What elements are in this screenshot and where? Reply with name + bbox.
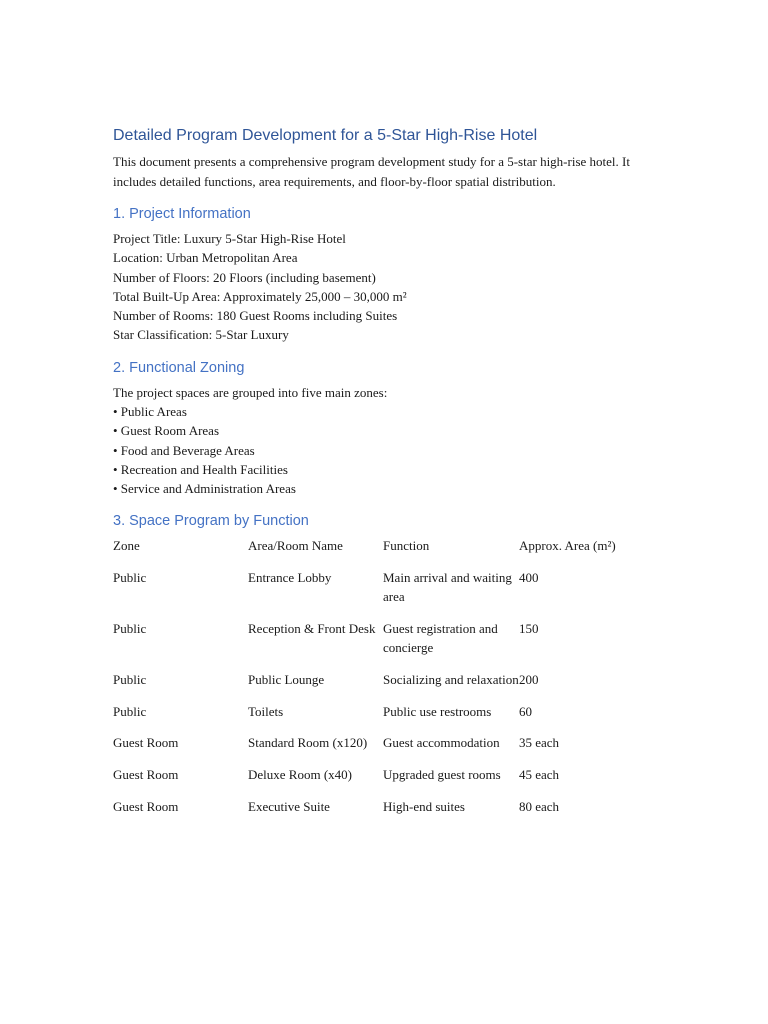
cell-area: 150 <box>519 620 539 636</box>
cell-function: Main arrival and waiting area <box>383 569 512 605</box>
section-heading-functional-zoning: 2. Functional Zoning <box>113 359 245 376</box>
cell-area: 35 each <box>519 735 560 751</box>
zone-bullet-guest-room: • Guest Room Areas <box>113 423 220 439</box>
header-approx-area: Approx. Area (m²) <box>519 537 616 553</box>
cell-room-name: Toilets <box>248 703 284 719</box>
space-program-table <box>113 536 653 829</box>
cell-zone: Public <box>113 671 147 687</box>
cell-zone: Guest Room <box>113 735 179 751</box>
table-row <box>113 670 653 702</box>
zones-lead-text: The project spaces are grouped into five main zones: <box>113 384 388 400</box>
built-up-area-line: Total Built-Up Area: Approximately 25,000 – 30,000 m² <box>113 288 407 304</box>
table-row <box>113 702 653 734</box>
table-header-row <box>113 536 653 568</box>
zone-bullet-service: • Service and Administration Areas <box>113 481 296 497</box>
project-information-list <box>113 229 673 345</box>
document-content <box>113 126 673 828</box>
table-row <box>113 619 653 670</box>
zone-bullet-public: • Public Areas <box>113 404 187 420</box>
cell-zone: Public <box>113 569 147 585</box>
table-row <box>113 765 653 797</box>
section-heading-space-program: 3. Space Program by Function <box>113 512 309 529</box>
cell-function: Guest accommodation <box>383 735 500 751</box>
cell-area: 60 <box>519 703 532 719</box>
section-heading-project-information: 1. Project Information <box>113 206 251 222</box>
header-function: Function <box>383 537 430 553</box>
cell-zone: Public <box>113 620 147 636</box>
project-title-line: Project Title: Luxury 5-Star High-Rise Hotel <box>113 231 346 246</box>
cell-zone: Guest Room <box>113 798 179 814</box>
cell-area: 45 each <box>519 766 560 782</box>
cell-function: Upgraded guest rooms <box>383 766 501 782</box>
header-zone: Zone <box>113 537 140 553</box>
cell-room-name: Standard Room (x120) <box>248 735 368 751</box>
document-title: Detailed Program Development for a 5-Star High-Rise Hotel <box>113 127 538 144</box>
cell-room-name: Executive Suite <box>248 798 330 814</box>
cell-room-name: Deluxe Room (x40) <box>248 766 352 782</box>
cell-function: High-end suites <box>383 798 465 814</box>
floors-line: Number of Floors: 20 Floors (including basement) <box>113 269 376 285</box>
zone-bullet-recreation: • Recreation and Health Facilities <box>113 461 288 477</box>
cell-function: Public use restrooms <box>383 703 492 719</box>
star-classification-line: Star Classification: 5-Star Luxury <box>113 327 289 343</box>
zone-bullet-food-beverage: • Food and Beverage Areas <box>113 442 255 458</box>
cell-function: Socializing and relaxation <box>383 671 519 687</box>
table-row <box>113 568 653 619</box>
cell-room-name: Reception & Front Desk <box>248 620 376 636</box>
cell-zone: Guest Room <box>113 766 179 782</box>
location-line: Location: Urban Metropolitan Area <box>113 250 298 266</box>
cell-zone: Public <box>113 703 147 719</box>
intro-paragraph: This document presents a comprehensive program development study for a 5-star high-rise hotel. It includes detailed functions, area requirements, and floor-by-floor spatial distribution. <box>113 154 630 189</box>
rooms-line: Number of Rooms: 180 Guest Rooms including Suites <box>113 308 398 324</box>
zones-list <box>113 383 673 499</box>
cell-room-name: Public Lounge <box>248 671 325 687</box>
cell-function: Guest registration and concierge <box>383 620 498 656</box>
cell-area: 80 each <box>519 798 560 814</box>
header-area-room-name: Area/Room Name <box>248 537 343 553</box>
cell-room-name: Entrance Lobby <box>248 569 332 585</box>
table-row <box>113 797 653 829</box>
table-row <box>113 733 653 765</box>
cell-area: 400 <box>519 569 539 585</box>
cell-area: 200 <box>519 671 539 687</box>
